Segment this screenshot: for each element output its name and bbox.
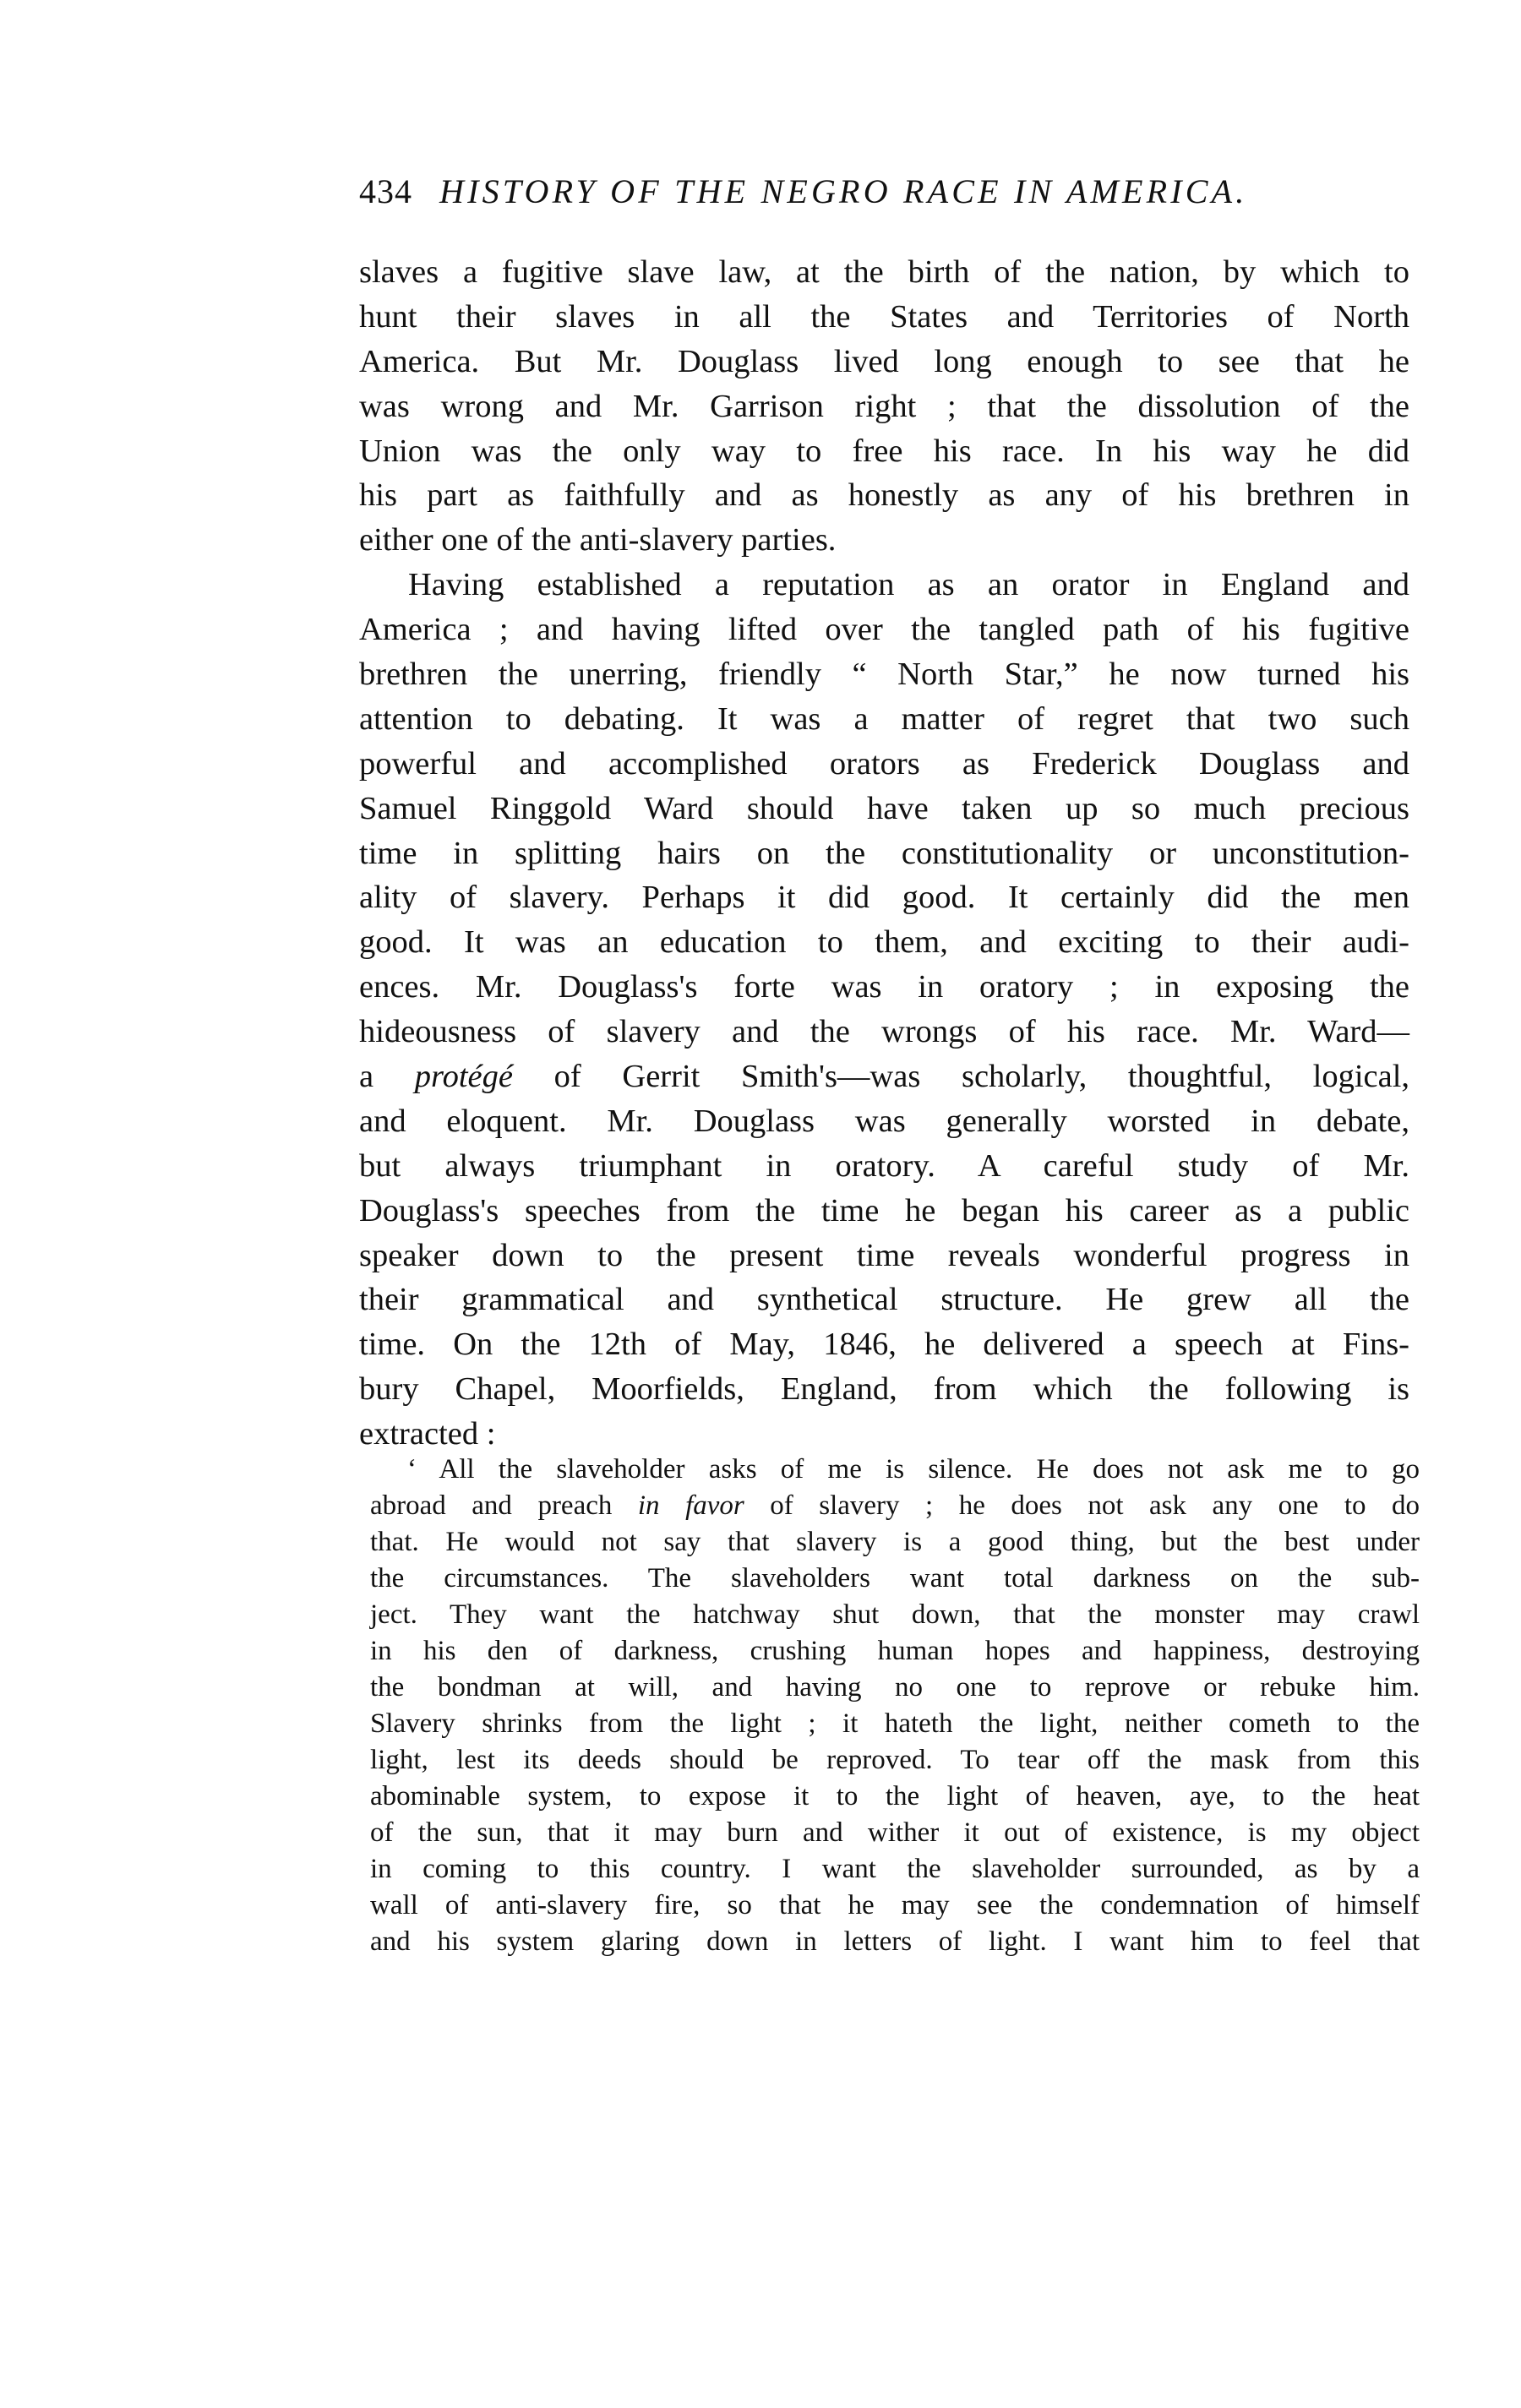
text-line: Samuel Ringgold Ward should have taken up so much precious [359,790,1409,826]
text-line: slaves a fugitive slave law, at the birth of the nation, by which to [359,254,1409,290]
paragraph-start-line: Having established a reputation as an orator in England and [408,567,1409,603]
text-fragment: of slavery ; he does not ask any one to do [770,1490,1420,1521]
text-line: powerful and accomplished orators as Frederick Douglass and [359,745,1409,782]
text-line: hunt their slaves in all the States and Territories of North [359,298,1409,335]
text-line: time. On the 12th of May, 1846, he delivered a speech at Fins- [359,1327,1409,1363]
body-text [359,250,1409,1457]
text-line: attention to debating. It was a matter of regret that two such [359,700,1409,737]
text-line: ences. Mr. Douglass's forte was in oratory ; in exposing the [359,969,1409,1005]
text-line: brethren the unerring, friendly “ North Star,” he now turned his [359,656,1409,693]
text-line: hideousness of slavery and the wrongs of his race. Mr. Ward— [359,1014,1409,1050]
quote-line: in coming to this country. I want the slaveholder surrounded, as by a [370,1854,1420,1884]
text-line: time in splitting hairs on the constitutionality or unconstitution- [359,835,1409,871]
quote-line [370,1488,1420,1524]
text-line: their grammatical and synthetical structure. He grew all the [359,1282,1409,1318]
text-fragment: a [359,1059,415,1095]
quote-line: of the sun, that it may burn and wither it out of existence, is my object [370,1817,1420,1848]
block-quote [370,1452,1420,1960]
text-line: his part as faithfully and as honestly as any of his brethren in [359,477,1409,514]
quote-line: and his system glaring down in letters of light. I want him to feel that [370,1926,1420,1957]
text-line [359,1054,1409,1099]
text-line: and eloquent. Mr. Douglass was generally worsted in debate, [359,1103,1409,1139]
quote-line: wall of anti-slavery fire, so that he may see the condemnation of himself [370,1890,1420,1920]
quote-line: the bondman at will, and having no one to reprove or rebuke him. [370,1672,1420,1702]
quote-line: Slavery shrinks from the light ; it hateth the light, neither cometh to the [370,1708,1420,1739]
text-line: Union was the only way to free his race. In his way he did [359,433,1409,469]
running-title: HISTORY OF THE NEGRO RACE IN AMERICA. [439,172,1248,210]
text-line: either one of the anti-slavery parties. [359,522,837,558]
text-line: America ; and having lifted over the tangled path of his fugitive [359,612,1409,648]
text-line: good. It was an education to them, and exciting to their audi- [359,924,1409,961]
italic-term: protégé [414,1059,513,1095]
quote-line: abominable system, to expose it to the light of heaven, aye, to the heat [370,1781,1420,1811]
italic-term: in favor [637,1490,744,1521]
text-line: speaker down to the present time reveals wonderful progress in [359,1237,1409,1273]
quote-line: light, lest its deeds should be reproved. To tear off the mask from this [370,1745,1420,1775]
text-line: was wrong and Mr. Garrison right ; that the dissolution of the [359,388,1409,424]
quote-line: ject. They want the hatchway shut down, that the monster may crawl [370,1599,1420,1630]
text-line: Douglass's speeches from the time he began his career as a public [359,1192,1409,1229]
quote-line: in his den of darkness, crushing human hopes and happiness, destroying [370,1636,1420,1666]
quote-line: that. He would not say that slavery is a good thing, but the best under [370,1527,1420,1557]
text-line: ality of slavery. Perhaps it did good. It certainly did the men [359,880,1409,916]
quote-line: the circumstances. The slaveholders want total darkness on the sub- [370,1563,1420,1594]
text-line: bury Chapel, Moorfields, England, from which the following is [359,1371,1409,1408]
text-fragment: abroad and preach [370,1490,638,1521]
running-head [359,166,1411,217]
text-line: America. But Mr. Douglass lived long enough to see that he [359,343,1409,379]
quote-line: ‘ All the slaveholder asks of me is silence. He does not ask me to go [407,1454,1420,1485]
text-fragment: of Gerrit Smith's—was scholarly, thoughtful, logical, [553,1059,1410,1095]
text-line: extracted : [359,1416,496,1452]
page-number: 434 [359,172,412,210]
text-line: but always triumphant in oratory. A careful study of Mr. [359,1147,1409,1184]
